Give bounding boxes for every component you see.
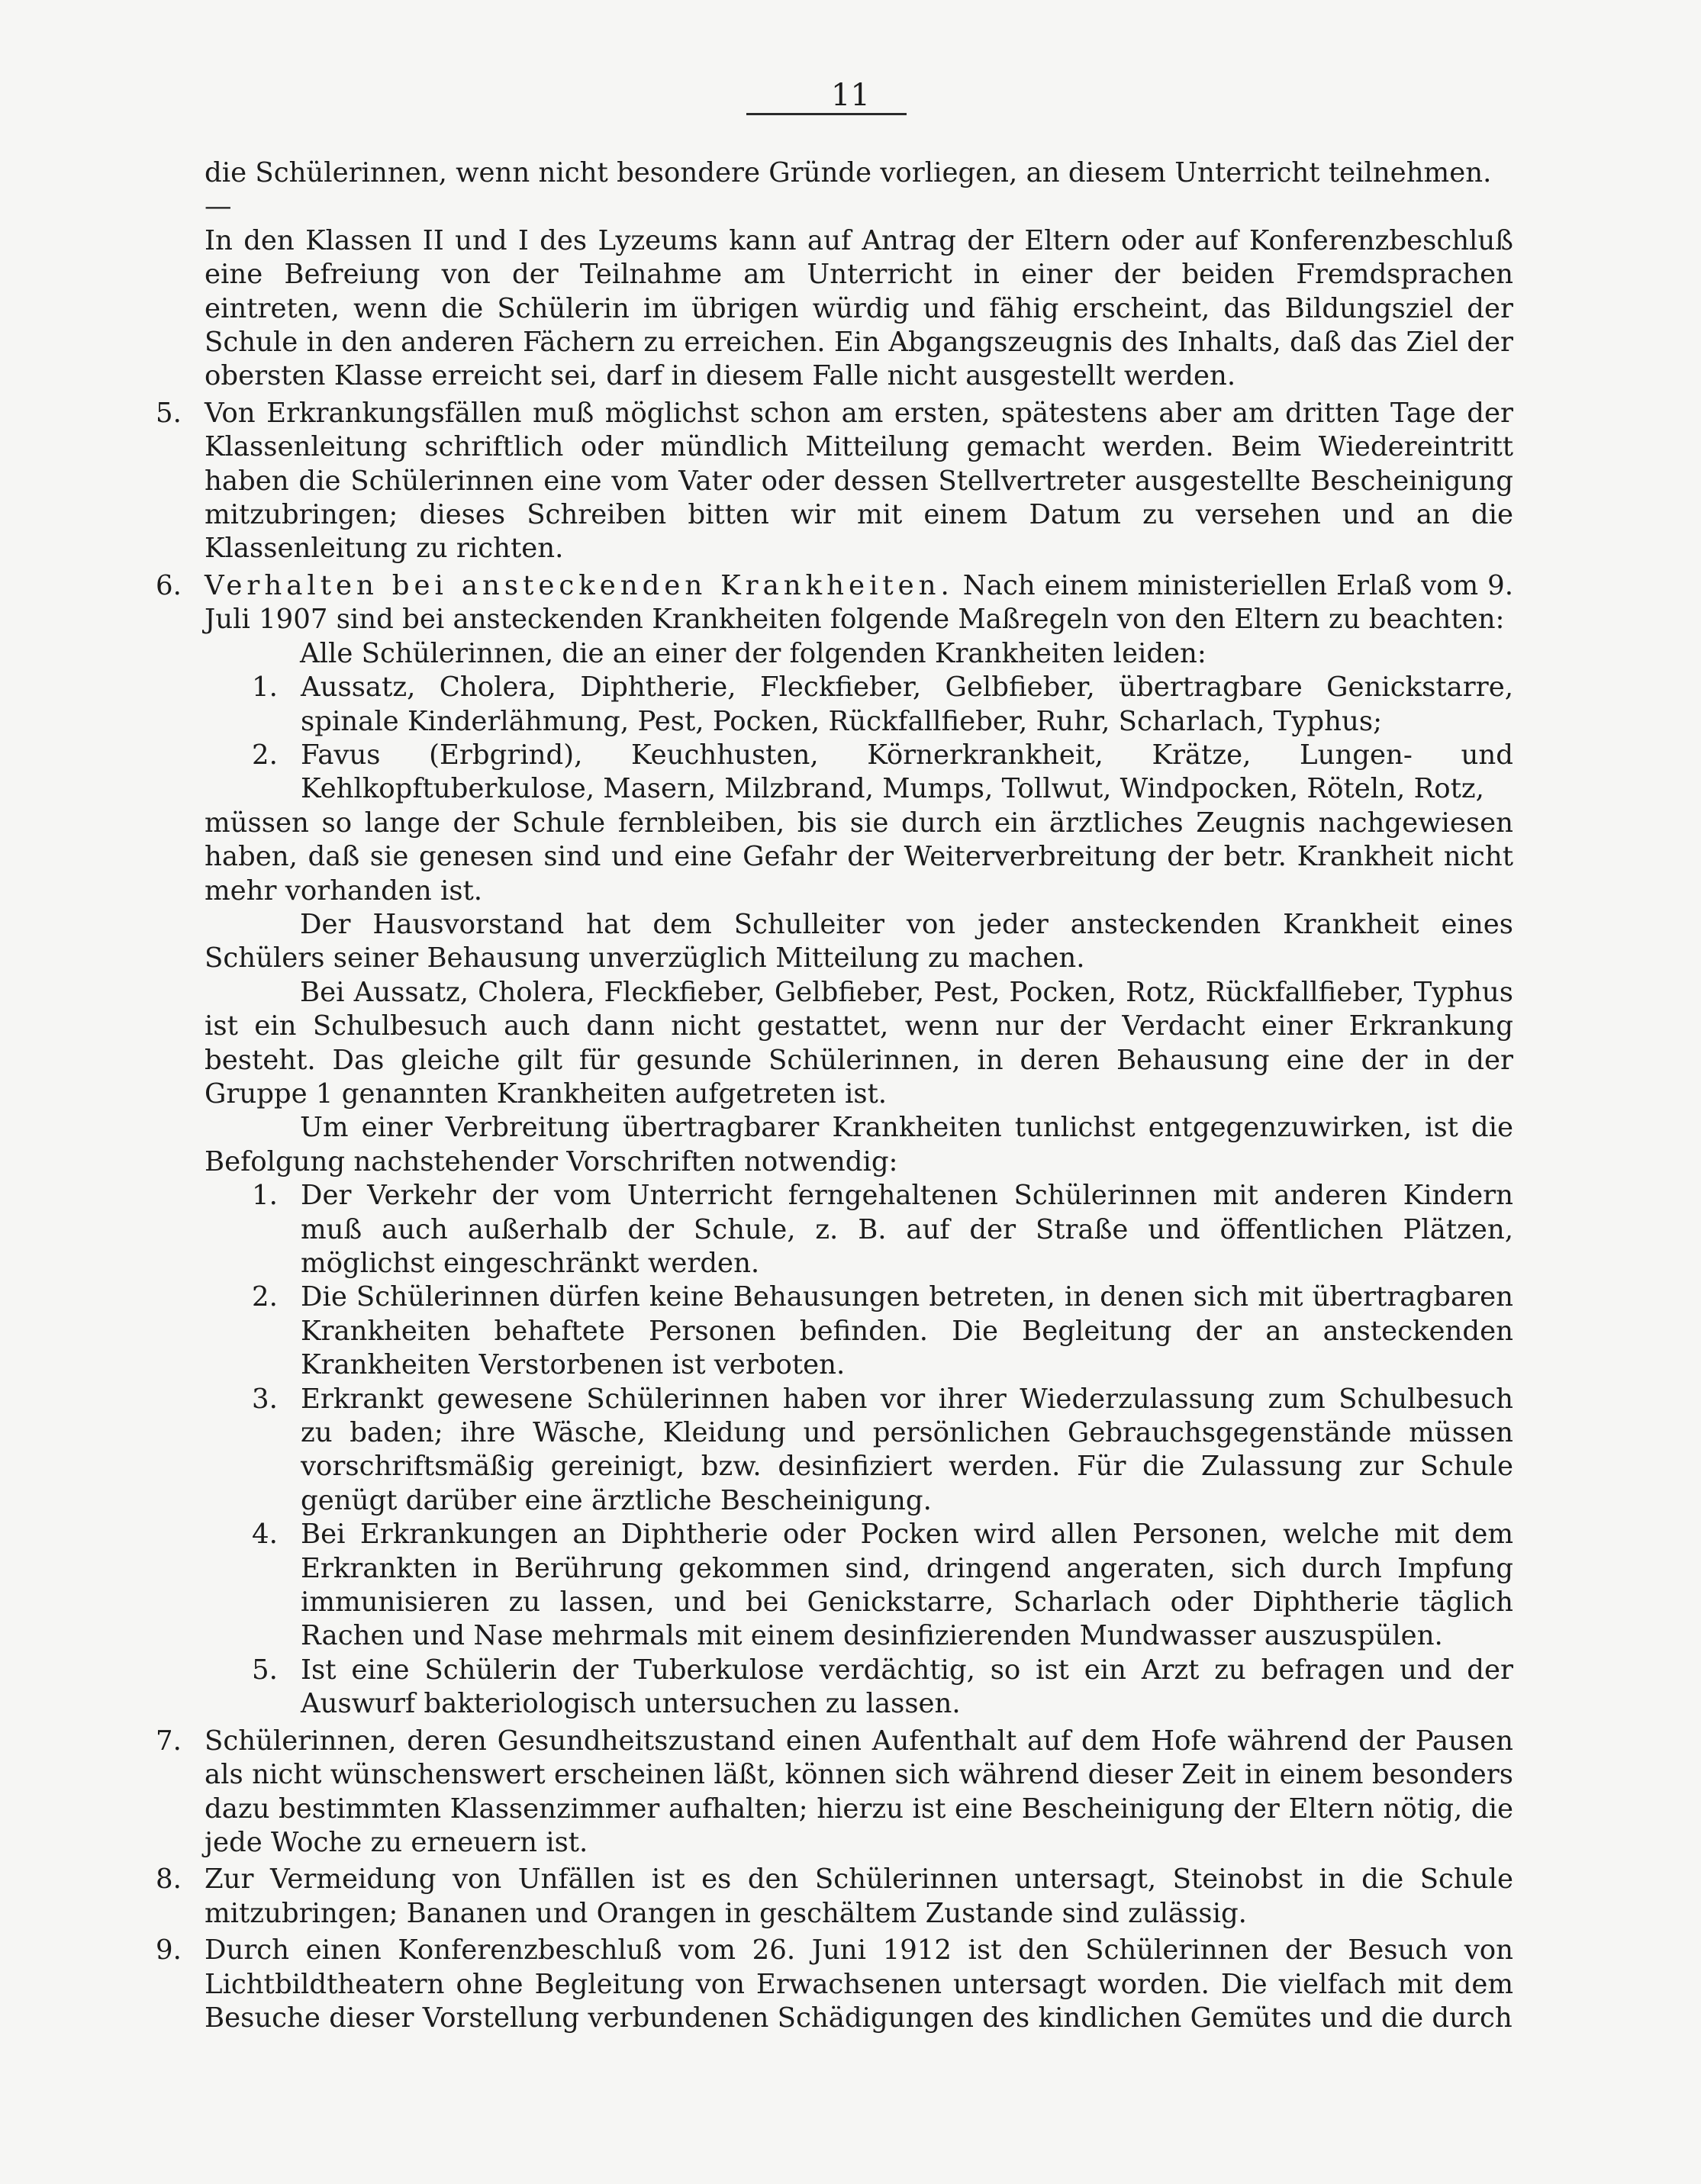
item-9-number: 9. [156, 1934, 182, 1967]
item-6-lead: Alle Schülerinnen, die an einer der folgenden Krankheiten leiden: [300, 637, 1206, 669]
item-9-text: Durch einen Konferenzbeschluß vom 26. Juni 1912 ist den Schülerinnen der Besuch von Lichtbildtheatern ohne Begleitung von Erwachsenen untersagt worden. Die vielfach mit dem Besuche dieser Vorstellung verbundenen Schädigungen des kindlichen Gemütes und die durch [205, 1934, 1513, 2034]
list2-item-1 [205, 1179, 1513, 1280]
list2-item-3-number: 3. [252, 1383, 278, 1415]
item-5-number: 5. [156, 397, 182, 429]
item-7 [156, 1725, 1513, 1860]
list2-item-5-number: 5. [252, 1654, 278, 1686]
item-8-number: 8. [156, 1863, 182, 1896]
item-9 [156, 1934, 1513, 2035]
list2-item-5-text: Ist eine Schülerin der Tuberkulose verdächtig, so ist ein Arzt zu befragen und der Auswurf bakteriologisch untersuchen zu lassen. [301, 1654, 1513, 1720]
item-6 [156, 569, 1513, 637]
list2-item-5 [205, 1654, 1513, 1722]
item-7-text: Schülerinnen, deren Gesundheitszustand einen Aufenthalt auf dem Hofe während der Pausen als nicht wünschenswert erscheinen läßt, können sich während dieser Zeit in einem besonders dazu bestimmten Klassenzimmer aufhalten; hierzu ist eine Bescheinigung der Eltern nötig, die jede Woche zu erneuern ist. [205, 1725, 1513, 1858]
list2-item-2 [205, 1280, 1513, 1382]
item-8-text: Zur Vermeidung von Unfällen ist es den Schülerinnen untersagt, Steinobst in die Schule mitzubringen; Bananen und Orangen in geschältem Zustande sind zulässig. [205, 1863, 1513, 1929]
list1-item-2-text: Favus (Erbgrind), Keuchhusten, Körnerkrankheit, Krätze, Lungen- und Kehlkopftuberkulose, Masern, Milzbrand, Mumps, Tollwut, Windpocken, Röteln, Rotz, [301, 739, 1513, 805]
item-6-hausvorstand: Der Hausvorstand hat dem Schulleiter von jeder ansteckenden Krankheit eines Schülers seiner Behausung unverzüglich Mitteilung zu machen. [205, 908, 1513, 974]
list2-item-2-number: 2. [252, 1281, 278, 1313]
intro-line: die Schülerinnen, wenn nicht besondere Gründe vorliegen, an diesem Unterricht teilnehmen. — [205, 157, 1492, 223]
list2-item-3-text: Erkrankt gewesene Schülerinnen haben vor ihrer Wiederzulassung zum Schulbesuch zu baden; ihre Wäsche, Kleidung und persönlichen Gebrauchsgegenstände müssen vorschriftsmäßig gereinigt, bzw. desinfiziert werden. Für die Zulassung zur Schule genügt darüber eine ärztliche Bescheinigung. [301, 1383, 1513, 1516]
item-6-verbreitung: Um einer Verbreitung übertragbarer Krankheiten tunlichst entgegenzuwirken, ist die Befolgung nachstehender Vorschriften notwendig: [205, 1112, 1513, 1177]
header-rule [746, 113, 907, 115]
page-number: 11 [831, 78, 870, 113]
list2-item-4-number: 4. [252, 1519, 278, 1551]
list1-item-1-number: 1. [252, 672, 278, 704]
item-7-number: 7. [156, 1725, 182, 1757]
list2-item-4-text: Bei Erkrankungen an Diphtherie oder Pocken wird allen Personen, welche mit dem Erkrankten in Berührung gekommen sind, dringend angeraten, sich durch Impfung immunisieren zu lassen, und bei Genickstarre, Scharlach oder Diphtherie täglich Rachen und Nase mehrmals mit einem desinfizierenden Mundwasser auszuspülen. [301, 1519, 1513, 1652]
list1-item-1-text: Aussatz, Cholera, Diphtherie, Fleckfieber, Gelbfieber, übertragbare Genickstarre, spinale Kinderlähmung, Pest, Pocken, Rückfallfieber, Ruhr, Scharlach, Typhus; [301, 672, 1513, 737]
item-6-aussatz: Bei Aussatz, Cholera, Fleckfieber, Gelbfieber, Pest, Pocken, Rotz, Rückfallfieber, Typhus ist ein Schulbesuch auch dann nicht gestattet, wenn nur der Verdacht einer Erkrankung besteht. Das gleiche gilt für gesunde Schülerinnen, in deren Behausung eine der in der Gruppe 1 genannten Krankheiten aufgetreten ist. [205, 976, 1513, 1110]
list1-item-1 [205, 671, 1513, 739]
item-5-text: Von Erkrankungsfällen muß möglichst schon am ersten, spätestens aber am dritten Tage der Klassenleitung schriftlich oder mündlich Mitteilung gemacht werden. Beim Wiedereintritt haben die Schülerinnen eine vom Vater oder dessen Stellvertreter ausgestellte Bescheinigung mitzubringen; dieses Schreiben bitten wir mit einem Datum zu versehen und an die Klassenleitung zu richten. [205, 397, 1513, 565]
item-6-number: 6. [156, 569, 182, 601]
list2-item-2-text: Die Schülerinnen dürfen keine Behausungen betreten, in denen sich mit übertragbaren Krankheiten behaftete Personen befinden. Die Begleitung der an ansteckenden Krankheiten Verstorbenen ist verboten. [301, 1281, 1513, 1381]
item-5 [156, 397, 1513, 566]
document-body [156, 156, 1513, 2035]
item-8 [156, 1863, 1513, 1931]
item-6-after-list: müssen so lange der Schule fernbleiben, bis sie durch ein ärztliches Zeugnis nachgewiesen haben, daß sie genesen sind und eine Gefahr der Weiterverbreitung der betr. Krankheit nicht mehr vorhanden ist. [205, 807, 1513, 907]
item-6-text: Nach einem ministeriellen Erlaß vom 9. Juli 1907 sind bei ansteckenden Krankheiten folgende Maßregeln von den Eltern zu beachten: [205, 569, 1513, 636]
intro-paragraph: In den Klassen II und I des Lyzeums kann auf Antrag der Eltern oder auf Konferenzbeschluß eine Befreiung von der Teilnahme am Unterricht in einer der beiden Fremdsprachen eintreten, wenn die Schülerin im übrigen würdig und fähig erscheint, das Bildungsziel der Schule in den anderen Fächern zu erreichen. Ein Abgangszeugnis des Inhalts, daß das Ziel der obersten Klasse erreicht sei, darf in diesem Falle nicht ausgestellt werden. [205, 224, 1513, 392]
list2-item-1-text: Der Verkehr der vom Unterricht ferngehaltenen Schülerinnen mit anderen Kindern muß auch außerhalb der Schule, z. B. auf der Straße und öffentlichen Plätzen, möglichst eingeschränkt werden. [301, 1180, 1513, 1279]
list1-item-2-number: 2. [252, 739, 278, 771]
item-6-heading: Verhalten bei ansteckenden Krankheiten. [205, 569, 954, 601]
list2-item-1-number: 1. [252, 1180, 278, 1212]
list2-item-4 [205, 1518, 1513, 1654]
list1-item-2 [205, 739, 1513, 807]
list2-item-3 [205, 1383, 1513, 1519]
